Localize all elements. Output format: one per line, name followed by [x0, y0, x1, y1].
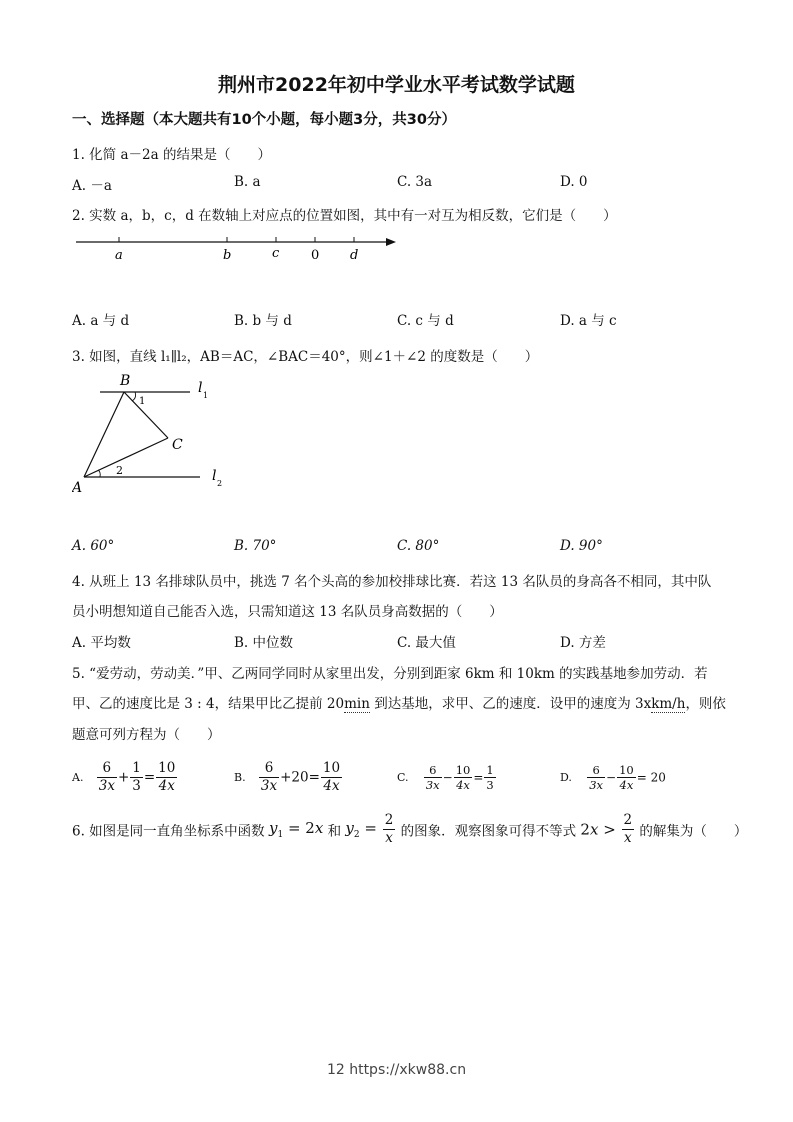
q5-min-unit: min — [344, 696, 370, 712]
fig-label-l1: l — [198, 380, 203, 396]
q4-option-d: D. 方差 — [560, 635, 606, 651]
q5-line2-part-a: 甲、乙的速度比是 3 : 4，结果甲比乙提前 20 — [72, 696, 345, 712]
q5-option-b-label: B. — [234, 771, 246, 784]
q6-part-d: 的解集为（ ） — [635, 823, 748, 840]
q6-part-a: 6. 如图是同一直角坐标系中函数 — [72, 823, 269, 840]
q5-line2-part-c: ，则依 — [685, 696, 726, 712]
fig-label-c: C — [172, 437, 183, 453]
q2-stem: 2. 实数 a，b，c，d 在数轴上对应点的位置如图，其中有一对互为相反数，它们是（ ） — [72, 208, 617, 224]
q2-option-d: D. a 与 c — [560, 313, 617, 329]
q5-line2 — [72, 692, 726, 712]
q5-option-c-label: C. — [397, 771, 409, 784]
q4-line2: 员小明想知道自己能否入选，只需知道这 13 名队员身高数据的（ ） — [72, 604, 503, 620]
q5-option-b-expr: $\frac{6}{3x}$ +20= $\frac{10}{4x}$ — [260, 760, 341, 794]
q2-option-c: C. c 与 d — [397, 313, 454, 329]
q6-inequality: 2x > — [580, 820, 621, 839]
fig-label-angle2: 2 — [116, 464, 123, 477]
q6-part-b: 和 — [323, 823, 346, 840]
fig-label-angle1: 1 — [139, 396, 146, 407]
q3-stem: 3. 如图，直线 l₁∥l₂，AB＝AC，∠BAC＝40°，则∠1＋∠2 的度数是（ ） — [72, 349, 539, 365]
q5-option-d-label: D. — [560, 771, 572, 784]
q6-func-y2: $y_2$ = — [345, 819, 382, 840]
axis-label-d: d — [350, 248, 359, 263]
q5-line2-part-b: 到达基地，求甲、乙的速度．设甲的速度为 3x — [369, 696, 652, 712]
fig-label-b: B — [120, 373, 131, 389]
q5-option-d-expr: $\frac{6}{3x}$ − $\frac{10}{4x}$ = 20 — [589, 763, 666, 792]
q5-option-d — [560, 763, 666, 792]
q3-option-c: C. 80° — [397, 538, 440, 554]
q6-inequality-frac: $\frac{2}{x}$ — [623, 812, 633, 846]
axis-label-b: b — [223, 248, 232, 263]
q6-func-y2-frac: $\frac{2}{x}$ — [384, 812, 394, 846]
section-heading: 一、选择题（本大题共有10个小题，每小题3分，共30分） — [72, 112, 456, 128]
q4-option-b: B. 中位数 — [234, 635, 294, 651]
fig-label-l2: l — [212, 468, 217, 484]
q3-option-a: A. 60° — [72, 538, 115, 554]
fig-label-l2-subscript: 2 — [217, 479, 223, 488]
q2-option-a: A. a 与 d — [72, 313, 130, 329]
q1-option-a: A. －a — [72, 178, 112, 194]
q1-option-c: C. 3a — [397, 174, 433, 190]
page-footer: 12 https://xkw88.cn — [326, 1062, 467, 1078]
q5-line3: 题意可列方程为（ ） — [72, 727, 221, 743]
q1-option-d: D. 0 — [560, 174, 588, 190]
q6-stem — [72, 812, 747, 847]
q4-option-a: A. 平均数 — [72, 635, 131, 651]
q5-option-a-label: A. — [72, 771, 84, 784]
axis-label-c: c — [272, 246, 280, 261]
axis-label-zero: 0 — [311, 248, 320, 263]
q4-option-c: C. 最大值 — [397, 635, 456, 651]
axis-label-a: a — [115, 248, 123, 263]
q5-option-c-expr: $\frac{6}{3x}$ − $\frac{10}{4x}$ = $\frac{1}{3}$ — [425, 763, 494, 792]
q5-option-a — [72, 760, 178, 795]
q6-func-y1: $y_1 = 2x$ — [268, 819, 324, 840]
q5-speed-unit: km/h — [651, 696, 686, 712]
q5-line1: 5. “爱劳动，劳动美．”甲、乙两同学同时从家里出发，分别到距家 6km 和 10km 的实践基地参加劳动．若 — [72, 666, 708, 682]
q5-option-a-expr: $\frac{6}{3x}$ + $\frac{1}{3}$ = $\frac{10}{4x}$ — [98, 760, 176, 794]
q5-option-c — [397, 763, 497, 792]
q1-option-b: B. a — [234, 174, 261, 190]
q1-stem: 1. 化简 a－2a 的结果是（ ） — [72, 147, 271, 163]
number-line-figure — [72, 230, 402, 270]
q3-option-b: B. 70° — [234, 538, 277, 554]
fig-label-a: A — [72, 480, 83, 495]
triangle-figure — [72, 370, 232, 495]
q2-option-b: B. b 与 d — [234, 313, 292, 329]
q4-line1: 4. 从班上 13 名排球队员中，挑选 7 名个头高的参加校排球比赛．若这 13 名队员的身高各不相同，其中队 — [72, 574, 712, 590]
q3-option-d: D. 90° — [560, 538, 603, 554]
page-title: 荆州市2022年初中学业水平考试数学试题 — [218, 74, 575, 96]
q6-part-c: 的图象．观察图象可得不等式 — [396, 823, 581, 840]
q5-option-b — [234, 760, 343, 795]
fig-label-l1-subscript: 1 — [203, 391, 209, 400]
